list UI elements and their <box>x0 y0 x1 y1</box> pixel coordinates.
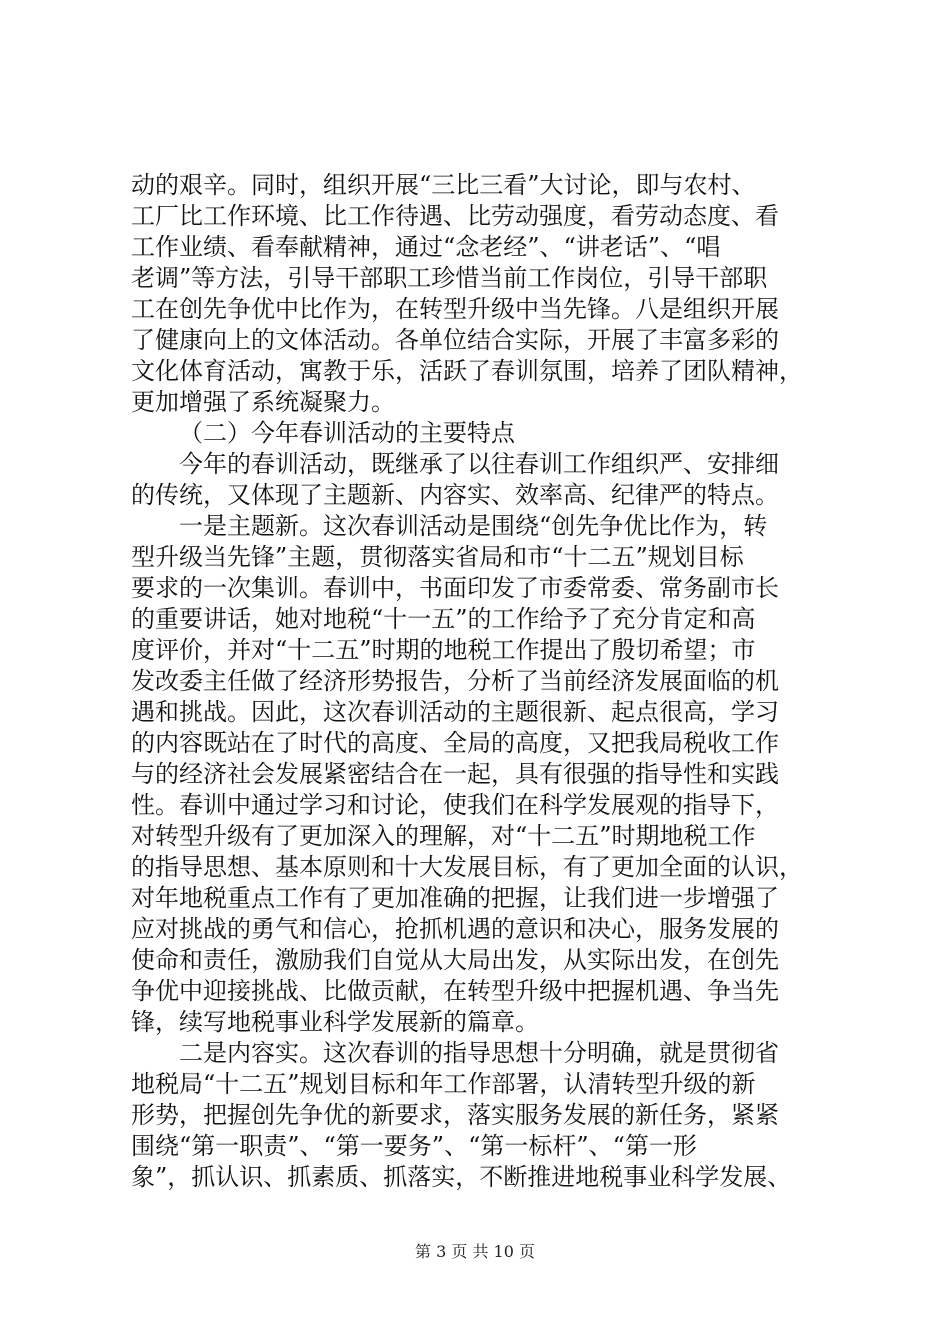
text-line: 象”，抓认识、抓素质、抓落实，不断推进地税事业科学发展、 <box>131 1163 792 1191</box>
text-line: 动的艰辛。同时，组织开展“三比三看”大讨论，即与农村、 <box>131 171 756 199</box>
text-line: 对转型升级有了更加深入的理解，对“十二五”时期地税工作 <box>131 822 756 850</box>
text-line: 发改委主任做了经济形势报告，分析了当前经济发展面临的机 <box>131 667 779 695</box>
text-line: 争优中迎接挑战、比做贡献，在转型升级中把握机遇、争当先 <box>131 977 779 1005</box>
text-line: 对年地税重点工作有了更加准确的把握，让我们进一步增强了 <box>131 884 779 912</box>
text-line: 了健康向上的文体活动。各单位结合实际，开展了丰富多彩的 <box>131 326 779 354</box>
text-line: 与的经济社会发展紧密结合在一起，具有很强的指导性和实践 <box>131 760 779 788</box>
text-line: 工在创先争优中比作为，在转型升级中当先锋。八是组织开展 <box>131 295 779 323</box>
text-line: 今年的春训活动，既继承了以往春训工作组织严、安排细 <box>179 450 779 478</box>
text-line: 二是内容实。这次春训的指导思想十分明确，就是贯彻省 <box>179 1039 779 1067</box>
text-line: 应对挑战的勇气和信心，抢抓机遇的意识和决心，服务发展的 <box>131 915 779 943</box>
text-line: 的传统，又体现了主题新、内容实、效率高、纪律严的特点。 <box>131 481 779 509</box>
text-line: 度评价，并对“十二五”时期的地税工作提出了殷切希望；市 <box>131 636 756 664</box>
text-line: 一是主题新。这次春训活动是围绕“创先争优比作为，转 <box>179 512 768 540</box>
text-line: 更加增强了系统凝聚力。 <box>131 388 395 416</box>
text-line: 形势，把握创先争优的新要求，落实服务发展的新任务，紧紧 <box>131 1101 779 1129</box>
text-line: 的重要讲话，她对地税“十一五”的工作给予了充分肯定和高 <box>131 605 756 633</box>
text-line: 地税局“十二五”规划目标和年工作部署，认清转型升级的新 <box>131 1070 756 1098</box>
text-line: 锋，续写地税事业科学发展新的篇章。 <box>131 1008 539 1036</box>
text-line: 的内容既站在了时代的高度、全局的高度，又把我局税收工作 <box>131 729 779 757</box>
text-line: 要求的一次集训。春训中，书面印发了市委常委、常务副市长 <box>131 574 779 602</box>
section-heading: （二）今年春训活动的主要特点 <box>179 419 515 447</box>
text-line: 文化体育活动，寓教于乐，活跃了春训氛围，培养了团队精神， <box>131 357 803 385</box>
text-line: 老调”等方法，引导干部职工珍惜当前工作岗位，引导干部职 <box>131 264 768 292</box>
text-line: 工厂比工作环境、比工作待遇、比劳动强度，看劳动态度、看 <box>131 202 779 230</box>
text-line: 型升级当先锋”主题，贯彻落实省局和市“十二五”规划目标 <box>131 543 744 571</box>
text-line: 遇和挑战。因此，这次春训活动的主题很新、起点很高，学习 <box>131 698 779 726</box>
text-line: 性。春训中通过学习和讨论，使我们在科学发展观的指导下， <box>131 791 779 819</box>
text-line: 使命和责任，激励我们自觉从大局出发，从实际出发，在创先 <box>131 946 779 974</box>
text-line: 的指导思想、基本原则和十大发展目标，有了更加全面的认识， <box>131 853 803 881</box>
page-number-footer: 第 3 页 共 10 页 <box>415 1242 535 1261</box>
text-line: 工作业绩、看奉献精神，通过“念老经”、“讲老话”、“唱 <box>131 233 721 261</box>
text-line: 围绕“第一职责”、“第一要务”、“第一标杆”、“第一形 <box>131 1132 697 1160</box>
